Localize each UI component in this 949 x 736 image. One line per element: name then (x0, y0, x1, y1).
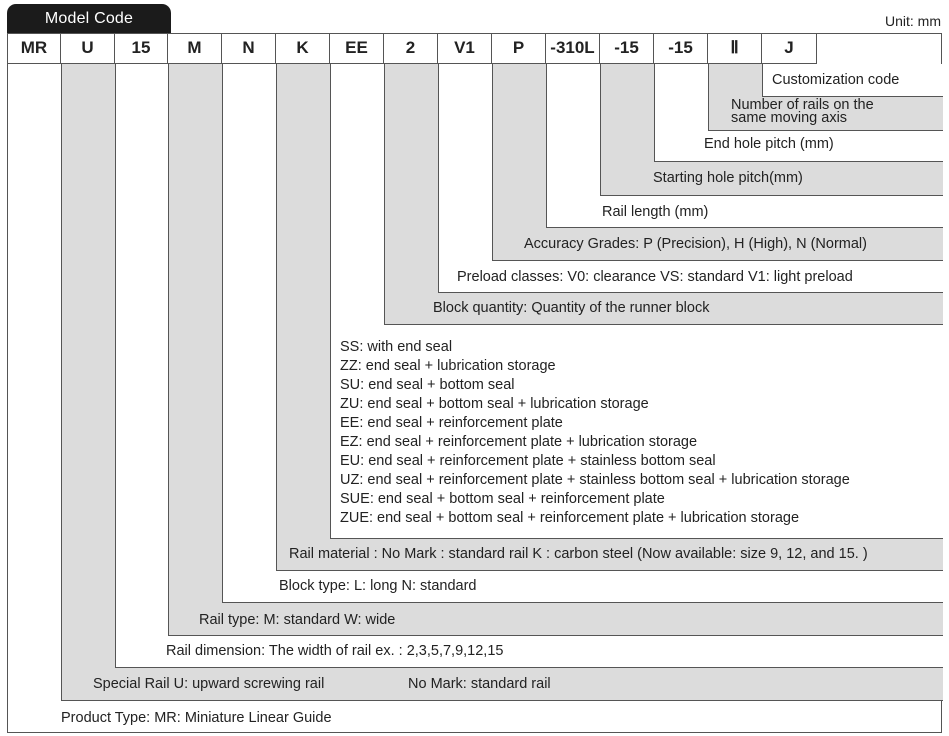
seal-option: SS: with end seal (340, 339, 453, 355)
rail-length-label: Rail length (mm) (602, 204, 709, 220)
seal-option: ZU: end seal + bottom seal + lubrication storage (340, 396, 649, 412)
seal-option: EU: end seal + reinforcement plate + stainless bottom seal (340, 453, 716, 469)
seal-option: UZ: end seal + reinforcement plate + stainless bottom seal + lubrication storage (340, 472, 850, 488)
model-code-label: Model Code (44, 9, 134, 27)
rail-dimension-label: Rail dimension: The width of rail ex. : 2,3,5,7,9,12,15 (166, 643, 504, 659)
code-310l: -310L (546, 33, 600, 64)
seal-option: SUE: end seal + bottom seal + reinforcement plate (340, 491, 665, 507)
code-ee: EE (330, 33, 384, 64)
start-hole-label: Starting hole pitch(mm) (653, 170, 803, 186)
code-m: M (168, 33, 222, 64)
accuracy-label: Accuracy Grades: P (Precision), H (High), N (Normal) (524, 236, 867, 252)
code-u: U (61, 33, 115, 64)
code-n: N (222, 33, 276, 64)
seal-option: EZ: end seal + reinforcement plate + lubrication storage (340, 434, 698, 450)
code-end-hole: -15 (654, 33, 708, 64)
rails-label-line1: Number of rails on the (731, 97, 874, 113)
rails-label-line2: same moving axis (731, 110, 848, 126)
code-start-hole: -15 (600, 33, 654, 64)
product-type-label: Product Type: MR: Miniature Linear Guide (61, 710, 332, 726)
code-p: P (492, 33, 546, 64)
no-mark-label: No Mark: standard rail (408, 676, 551, 692)
code-j: J (762, 33, 817, 64)
code-v1: V1 (438, 33, 492, 64)
model-code-tab (7, 4, 171, 33)
customization-label: Customization code (772, 72, 900, 88)
end-hole-label: End hole pitch (mm) (704, 136, 834, 152)
code-mr: MR (7, 33, 61, 64)
block-qty-label: Block quantity: Quantity of the runner block (433, 300, 710, 316)
special-rail-label: Special Rail U: upward screwing rail (93, 676, 325, 692)
block-type-label: Block type: L: long N: standard (279, 578, 477, 594)
code-rails: Ⅱ (708, 33, 762, 64)
preload-label: Preload classes: V0: clearance VS: standard V1: light preload (457, 269, 853, 285)
seal-option: ZUE: end seal + bottom seal + reinforcement plate + lubrication storage (340, 510, 800, 526)
seal-option: SU: end seal + bottom seal (340, 377, 515, 393)
seal-option: EE: end seal + reinforcement plate (340, 415, 563, 431)
rail-type-label: Rail type: M: standard W: wide (199, 612, 396, 628)
rail-material-label: Rail material : No Mark : standard rail K : carbon steel (Now available: size 9, 12, and 15. ) (289, 546, 868, 562)
code-15: 15 (115, 33, 168, 64)
unit-label: Unit: mm (885, 13, 941, 29)
code-2: 2 (384, 33, 438, 64)
seal-option: ZZ: end seal + lubrication storage (340, 358, 556, 374)
code-k: K (276, 33, 330, 64)
